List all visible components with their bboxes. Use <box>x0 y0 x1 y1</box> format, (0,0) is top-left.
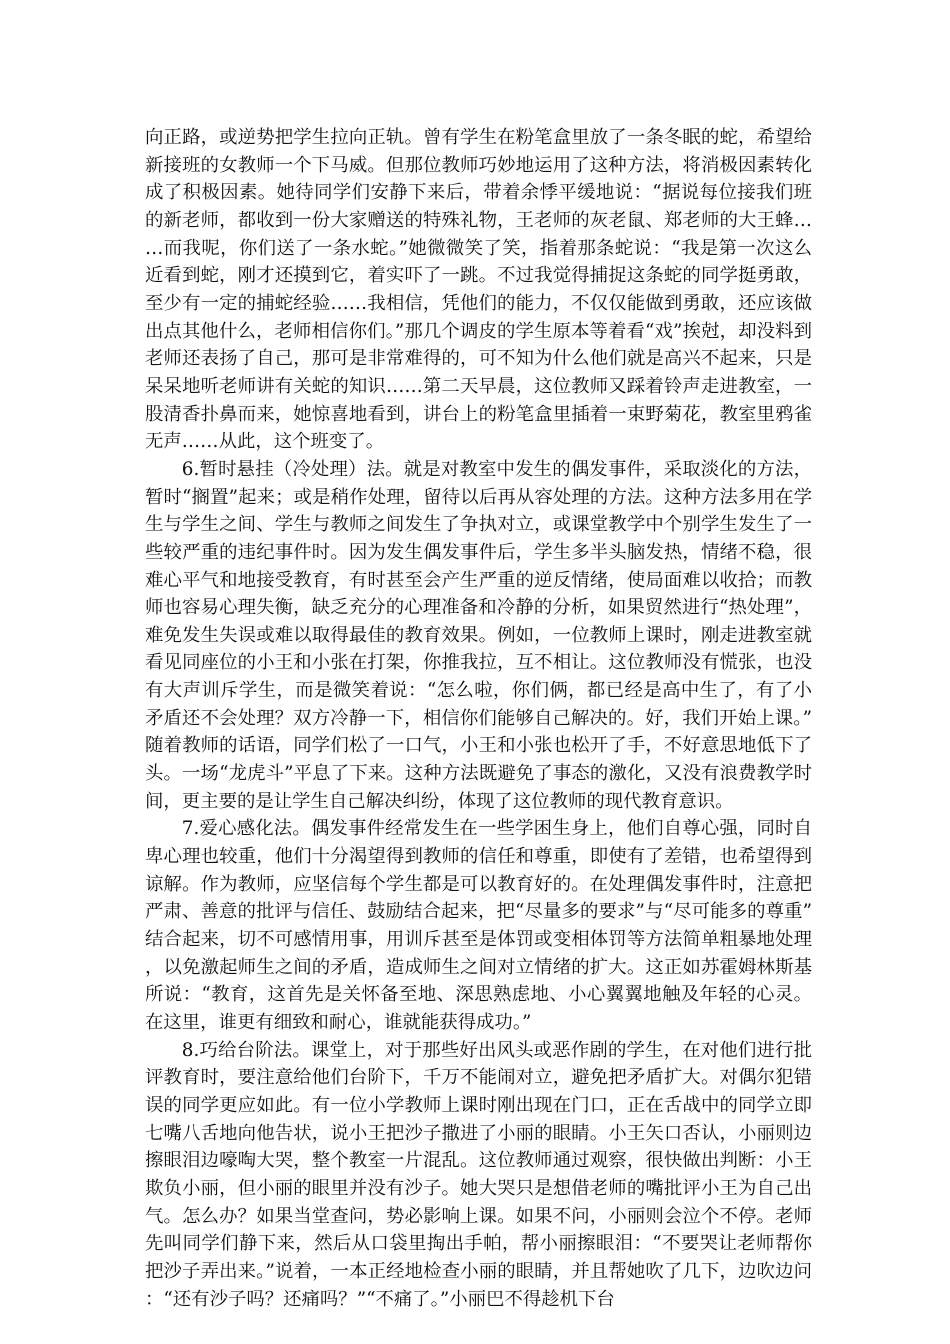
paragraph-method-7: 7.爱心感化法。偶发事件经常发生在一些学困生身上，他们自尊心强，同时自卑心理也较重，他们十分渴望得到教师的信任和尊重，即使有了差错，也希望得到谅解。作为教师，应坚信每个学生都是可以教育好的。在处理偶发事件时，注意把严肃、善意的批评与信任、鼓励结合起来，把“尽量多的要求”与“尽可能多的尊重”结合起来，切不可感情用事，用训斥甚至是体罚或变相体罚等方法简单粗暴地处理，以免激起师生之间的矛盾，造成师生之间对立情绪的扩大。这正如苏霍姆林斯基所说：“教育，这首先是关怀备至地、深思熟虑地、小心翼翼地触及年轻的心灵。在这里，谁更有细致和耐心，谁就能获得成功。” <box>145 818 812 1033</box>
paragraph-method-6: 6.暂时悬挂（冷处理）法。就是对教室中发生的偶发事件，采取淡化的方法，暂时“搁置”起来；或是稍作处理，留待以后再从容处理的方法。这种方法多用在学生与学生之间、学生与教师之间发生了争执对立，或课堂教学中个别学生发生了一些较严重的违纪事件时。因为发生偶发事件后，学生多半头脑发热，情绪不稳，很难心平气和地接受教育，有时甚至会产生严重的逆反情绪，使局面难以收拾；而教师也容易心理失衡，缺乏充分的心理准备和冷静的分析，如果贸然进行“热处理”，难免发生失误或难以取得最佳的教育效果。例如，一位教师上课时，刚走进教室就看见同座位的小王和小张在打架，你推我拉，互不相让。这位教师没有慌张，也没有大声训斥学生，而是微笑着说：“怎么啦，你们俩，都已经是高中生了，有了小矛盾还不会处理？双方冷静一下，相信你们能够自己解决的。好，我们开始上课。”随着教师的话语，同学们松了一口气，小王和小张也松开了手，不好意思地低下了头。一场“龙虎斗”平息了下来。这种方法既避免了事态的激化，又没有浪费教学时间，更主要的是让学生自己解决纠纷，体现了这位教师的现代教育意识。 <box>145 458 812 812</box>
document-page <box>145 124 812 1313</box>
paragraph-continuation: 向正路，或逆势把学生拉向正轨。曾有学生在粉笔盒里放了一条冬眠的蛇，希望给新接班的女教师一个下马威。但那位教师巧妙地运用了这种方法，将消极因素转化成了积极因素。她待同学们安静下来后，带着余悸平缓地说：“据说每位接我们班的新老师，都收到一份大家赠送的特殊礼物，王老师的灰老鼠、郑老师的大王蜂……而我呢，你们送了一条水蛇。”她微微笑了笑，指着那条蛇说：“我是第一次这么近看到蛇，刚才还摸到它，着实吓了一跳。不过我觉得捕捉这条蛇的同学挺勇敢，至少有一定的捕蛇经验……我相信，凭他们的能力，不仅仅能做到勇敢，还应该做出点其他什么，老师相信你们。”那几个调皮的学生原本等着看“戏”挨尅，却没料到老师还表扬了自己，那可是非常难得的，可不知为什么他们就是高兴不起来，只是呆呆地听老师讲有关蛇的知识……第二天早晨，这位教师又踩着铃声走进教室，一股清香扑鼻而来，她惊喜地看到，讲台上的粉笔盒里插着一束野菊花，教室里鸦雀无声……从此，这个班变了。 <box>145 127 812 453</box>
paragraph-method-8: 8.巧给台阶法。课堂上，对于那些好出风头或恶作剧的学生，在对他们进行批评教育时，要注意给他们台阶下，千万不能闹对立，避免把矛盾扩大。对偶尔犯错误的同学更应如此。有一位小学教师上课时刚出现在门口，正在舌战中的同学立即七嘴八舌地向他告状，说小王把沙子撒进了小丽的眼睛。小王矢口否认，小丽则边擦眼泪边嚎啕大哭，整个教室一片混乱。这位教师通过观察，很快做出判断：小王欺负小丽，但小丽的眼里并没有沙子。她大哭只是想借老师的嘴批评小王为自己出气。怎么办？如果当堂查问，势必影响上课。如果不问，小丽则会泣个不停。老师先叫同学们静下来，然后从口袋里掏出手帕，帮小丽擦眼泪：“不要哭让老师帮你把沙子弄出来。”说着，一本正经地检查小丽的眼睛，并且帮她吹了几下，边吹边问：“还有沙子吗？还痛吗？”“不痛了。”小丽巴不得趁机下台 <box>145 1039 812 1310</box>
